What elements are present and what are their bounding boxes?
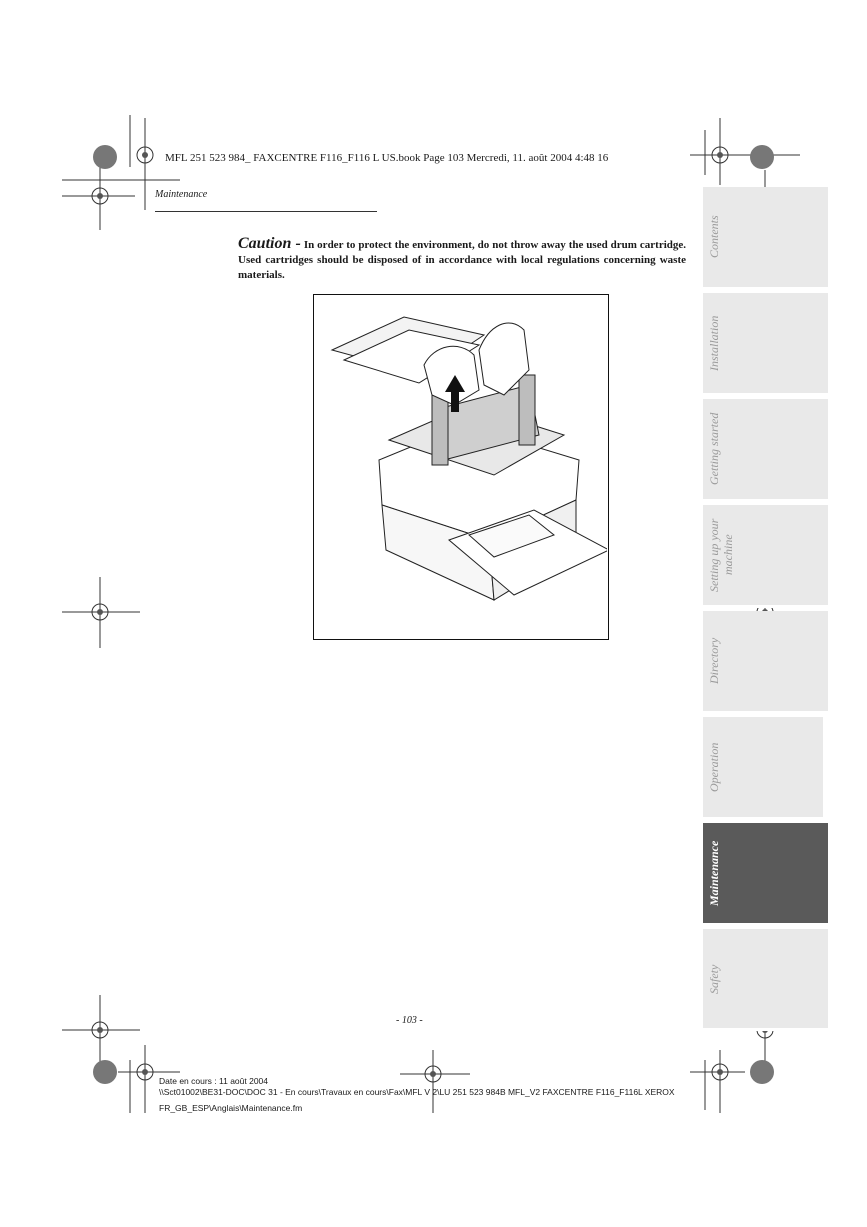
caution-paragraph: [238, 236, 686, 283]
footer-date: Date en cours : 11 août 2004: [159, 1076, 269, 1086]
drum-cartridge-illustration: [313, 294, 609, 640]
header-rule: [155, 211, 377, 212]
tab-getting-started[interactable]: Getting started: [703, 399, 828, 502]
footer-path: \\Sct01002\BE31-DOC\DOC 31 - En cours\Travaux en cours\Fax\MFL V 2\LU 251 523 984B MFL_V2 FAXCENTRE F116_F116L XEROX: [159, 1087, 675, 1097]
tab-contents[interactable]: Contents: [703, 187, 828, 290]
printer-drawing: [314, 295, 607, 638]
tab-operation[interactable]: Operation: [703, 717, 823, 820]
footer-file: FR_GB_ESP\Anglais\Maintenance.fm: [159, 1103, 303, 1113]
section-title: Maintenance: [155, 189, 208, 200]
caution-lead: Caution -: [238, 235, 301, 252]
book-info-header: MFL 251 523 984_ FAXCENTRE F116_F116 L US.book Page 103 Mercredi, 11. août 2004 4:48 16: [165, 152, 609, 164]
caution-text: In order to protect the environment, do not throw away the used drum cartridge. Used cartridges should be disposed of in accordance with local regulations concerning waste materials.: [238, 239, 687, 281]
file-path-footer: [159, 1076, 675, 1114]
tab-safety[interactable]: Safety: [703, 929, 828, 1031]
page-number: - 103 -: [396, 1015, 423, 1026]
tab-maintenance[interactable]: Maintenance: [703, 823, 828, 926]
tab-directory[interactable]: Directory: [703, 611, 828, 714]
tab-installation[interactable]: Installation: [703, 293, 828, 396]
tab-setting-up[interactable]: Setting up your machine: [703, 505, 828, 608]
